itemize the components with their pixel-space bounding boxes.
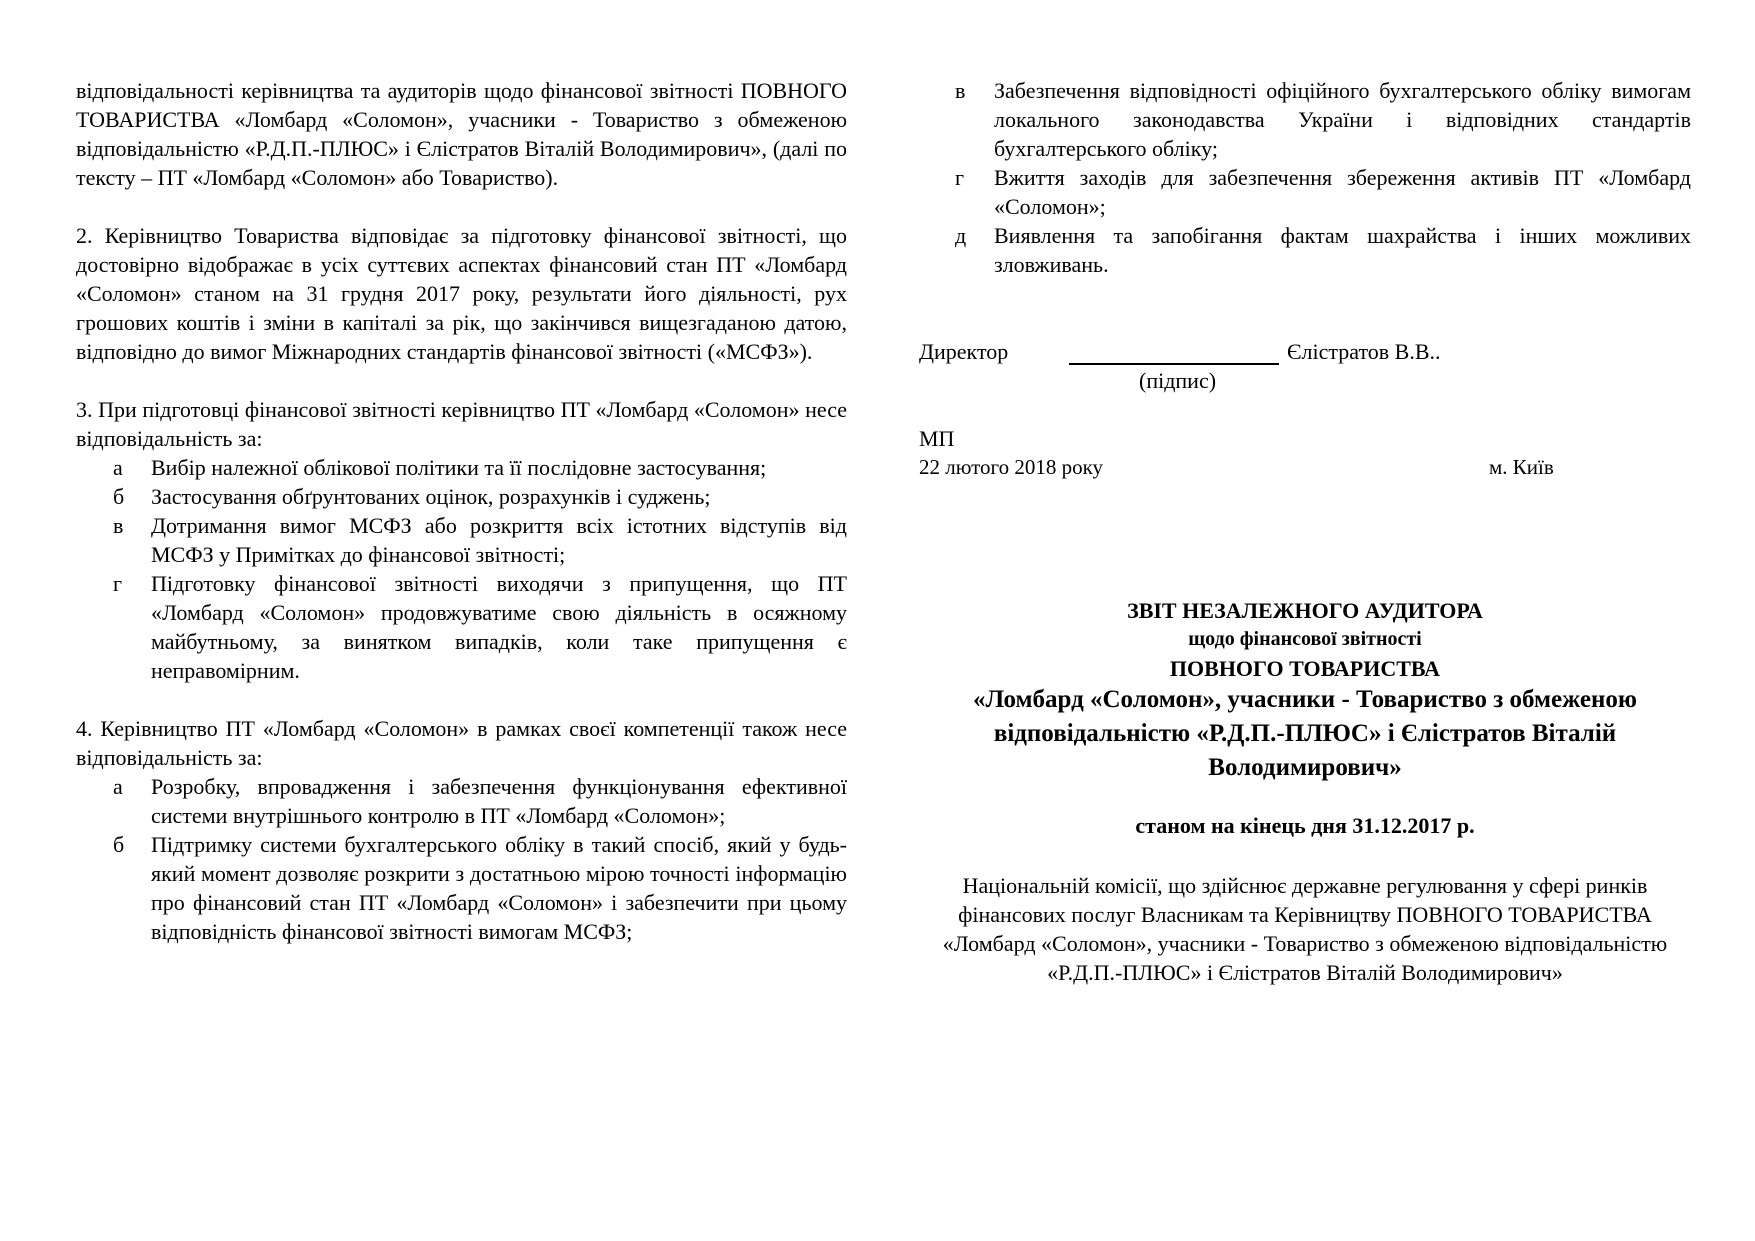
intro-paragraph: відповідальності керівництва та аудиторів щодо фінансової звітності ПОВНОГО ТОВАРИСТВА «Ломбард «Соломон», учасники - Товариство з обмеженою відповідальністю «Р.Д.П.-ПЛЮС» і Єлістратов Віталій Володимирович», (далі по тексту – ПТ «Ломбард «Соломон» або Товариство).: [76, 78, 847, 190]
paragraph-4-list: [76, 772, 847, 946]
spacer: [76, 685, 847, 714]
signature-rule: [1069, 363, 1279, 365]
list-item: [76, 511, 847, 569]
list-item: [919, 163, 1691, 221]
list-marker: а: [113, 455, 123, 480]
paragraph-4: 4. Керівництво ПТ «Ломбард «Соломон» в рамках своєї компетенції також несе відповідальність за:: [76, 716, 847, 770]
signature-caption-text: (підпис): [1139, 368, 1217, 393]
report-as-of: станом на кінець дня 31.12.2017 р.: [1135, 813, 1475, 838]
list-item: [76, 453, 847, 482]
list-item-text: Вибір належної облікової політики та її послідовне застосування;: [151, 455, 767, 480]
list-marker: б: [113, 832, 125, 857]
list-marker: г: [955, 165, 965, 190]
list-item-text: Вжиття заходів для забезпечення збереження активів ПТ «Ломбард «Соломон»;: [994, 165, 1691, 219]
list-item-text: Забезпечення відповідності офіційного бухгалтерського обліку вимогам локального законодавства України і відповідних стандартів бухгалтерського обліку;: [994, 78, 1691, 161]
list-marker: б: [113, 484, 125, 509]
report-subtitle: щодо фінансової звітності: [1188, 628, 1422, 650]
stamp-place: МП: [919, 426, 955, 451]
list-item-text: Виявлення та запобігання фактам шахрайства і інших можливих зловживань.: [994, 223, 1691, 277]
signatory-role: Директор: [919, 339, 1009, 364]
report-entity-type: ПОВНОГО ТОВАРИСТВА: [1169, 656, 1441, 681]
report-addressee: Національній комісії, що здійснює державне регулювання у сфері ринків фінансових послуг Власникам та Керівництву ПОВНОГО ТОВАРИСТВА «Ломбард «Соломон», учасники - Товариство з обмеженою відповідальністю «Р.Д.П.-ПЛЮС» і Єлістратов Віталій Володимирович»: [942, 873, 1668, 985]
list-item: [76, 830, 847, 946]
list-item: [76, 482, 847, 511]
list-item-text: Розробку, впровадження і забезпечення функціонування ефективної системи внутрішнього контролю в ПТ «Ломбард «Соломон»;: [151, 774, 847, 828]
auditor-report-header: [919, 596, 1691, 987]
report-title: ЗВІТ НЕЗАЛЕЖНОГО АУДИТОРА: [1127, 598, 1483, 623]
list-item-text: Підтримку системи бухгалтерського обліку в такий спосіб, який у будь-який момент дозволяє розкрити з достатньою мірою точності інформацію про фінансовий стан ПТ «Ломбард «Соломон» і забезпечити при цьому відповідність фінансової звітності вимогам МСФЗ;: [151, 832, 847, 944]
list-item-text: Дотримання вимог МСФЗ або розкриття всіх істотних відступів від МСФЗ у Примітках до фінансової звітності;: [151, 513, 847, 567]
list-marker: г: [113, 571, 123, 596]
list-item: [76, 569, 847, 685]
paragraph-2: 2. Керівництво Товариства відповідає за підготовку фінансової звітності, що достовірно відображає в усіх суттєвих аспектах фінансовий стан ПТ «Ломбард «Соломон» станом на 31 грудня 2017 року, результати його діяльності, рух грошових коштів і зміни в капіталі за рік, що закінчився вищезгаданою датою, відповідно до вимог Міжнародних стандартів фінансової звітності («МСФЗ»).: [76, 223, 847, 364]
right-column: [919, 76, 1691, 482]
continued-list: [919, 76, 1691, 279]
list-marker: д: [955, 223, 967, 248]
list-item: [919, 221, 1691, 279]
list-item-text: Застосування обґрунтованих оцінок, розрахунків і суджень;: [151, 484, 711, 509]
list-item: [76, 772, 847, 830]
spacer: [76, 192, 847, 221]
date-row: [919, 453, 1691, 482]
list-item: [919, 76, 1691, 163]
report-entity-name: «Ломбард «Соломон», учасники - Товариство з обмеженою відповідальністю «Р.Д.П.-ПЛЮС» і Єлістратов Віталій Володимирович»: [972, 686, 1638, 781]
signature-caption: [919, 366, 1691, 395]
list-marker: в: [955, 78, 966, 103]
list-item-text: Підготовку фінансової звітності виходячи з припущення, що ПТ «Ломбард «Соломон» продовжуватиме свою діяльність в осяжному майбутньому, за винятком випадків, коли таке припущення є неправомірним.: [151, 571, 847, 683]
list-marker: а: [113, 774, 123, 799]
signatory-name: Єлістратов В.В..: [1287, 339, 1441, 364]
left-column: [76, 76, 847, 946]
signature-city: м. Київ: [1489, 455, 1554, 479]
signature-date: 22 лютого 2018 року: [919, 455, 1104, 479]
spacer: [76, 366, 847, 395]
list-marker: в: [113, 513, 124, 538]
paragraph-3: 3. При підготовці фінансової звітності керівництво ПТ «Ломбард «Соломон» несе відповідальність за:: [76, 397, 847, 451]
signature-line: [919, 337, 1691, 366]
paragraph-3-list: [76, 453, 847, 685]
